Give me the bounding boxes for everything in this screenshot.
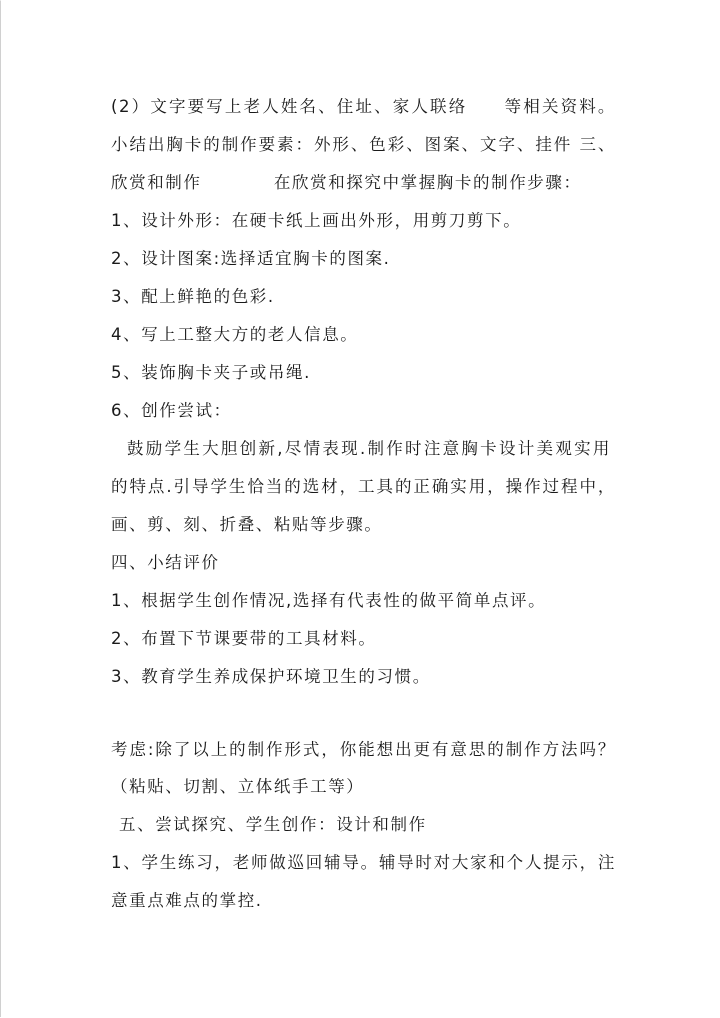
paragraph-line: 小结出胸卡的制作要素：外形、色彩、图案、文字、挂件 三、 [111, 135, 616, 154]
paragraph-line: 意重点难点的掌控. [111, 891, 263, 910]
section-heading: 四、小结评价 [111, 553, 220, 572]
list-item: 6、创作尝试： [111, 401, 232, 420]
paragraph-line: 鼓励学生大胆创新,尽情表现.制作时注意胸卡设计美观实用 [127, 439, 611, 458]
list-item: 4、写上工整大方的老人信息。 [111, 325, 359, 344]
list-item: 1、设计外形：在硬卡纸上画出外形，用剪刀剪下。 [111, 211, 522, 230]
list-item: 2、设计图案:选择适宜胸卡的图案. [111, 249, 391, 268]
list-item: 3、配上鲜艳的色彩. [111, 287, 275, 306]
paragraph-line: 画、剪、刻、折叠、粘贴等步骤。 [111, 515, 383, 534]
list-item: 2、布置下节课要带的工具材料。 [111, 629, 377, 648]
list-item: 1、根据学生创作情况,选择有代表性的做平简单点评。 [111, 591, 547, 610]
paragraph-line: (2）文字要写上老人姓名、住址、家人联络 等相关资料。 [111, 97, 616, 116]
section-heading: 五、尝试探究、学生创作：设计和制作 [119, 815, 427, 834]
paragraph-line: 的特点.引导学生恰当的选材，工具的正确实用，操作过程中， [111, 477, 616, 496]
list-item: 3、教育学生养成保护环境卫生的习惯。 [111, 667, 431, 686]
paragraph-line: （粘贴、切割、立体纸手工等） [111, 777, 365, 796]
list-item: 5、装饰胸卡夹子或吊绳. [111, 363, 311, 382]
list-item: 1、学生练习，老师做巡回辅导。辅导时对大家和个人提示，注 [111, 853, 616, 872]
paragraph-line: 欣赏和制作 在欣赏和探究中掌握胸卡的制作步骤： [111, 173, 582, 192]
paragraph-line: 考虑:除了以上的制作形式，你能想出更有意思的制作方法吗？ [111, 740, 616, 759]
